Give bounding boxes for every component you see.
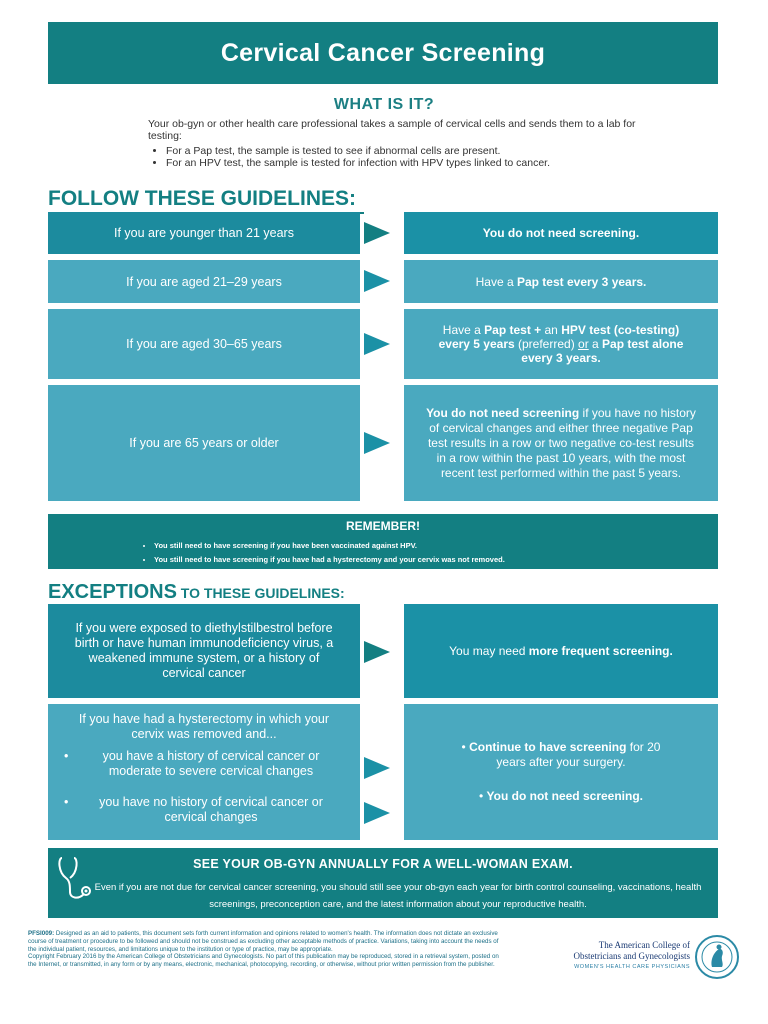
remember-bullets bbox=[48, 539, 718, 567]
exception-row-2-item: • you have no history of cervical cancer or cervical changes bbox=[64, 795, 323, 824]
exception-row-1-condition: If you were exposed to diethylstilbestrol before birth or have human immunodeficiency virus, a weakened immune system, or a history of cervical cancer bbox=[48, 604, 360, 698]
what-bullet: • For an HPV test, the sample is tested for infection with HPV types linked to cancer. bbox=[166, 157, 668, 169]
guideline-row-3-condition: If you are aged 30–65 years bbox=[48, 309, 360, 379]
exception-row-2-condition bbox=[48, 704, 360, 840]
arrow-right-icon bbox=[364, 222, 390, 244]
footer-disclaimer: PFSI009: Designed as an aid to patients, this document sets forth current information and opinions related to women's health. The information does not dictate an exclusive course of treatment or procedure to be followed and should not be construed as excluding other acceptable methods of practice. Variations, taking into account the needs of the individual patient, resources, and limitations unique to the institution or type of practice, may be appropriate. Copyright February 2016 by the American College of Obstetricians and Gynecologists. No part of this publication may be reproduced, stored in a retrieval system, posted on the Internet, or transmitted, in any form or by any means, electronic, mechanical, photocopying, recording, or otherwise, without prior written permission from the publisher. bbox=[28, 930, 508, 969]
guideline-row-4-condition: If you are 65 years or older bbox=[48, 385, 360, 501]
remember-bullet: • You still need to have screening if you have had a hysterectomy and your cervix was not removed. bbox=[154, 553, 718, 567]
guidelines-heading: FOLLOW THESE GUIDELINES: bbox=[48, 187, 356, 210]
guideline-row-1-condition: If you are younger than 21 years bbox=[48, 212, 360, 254]
remember-box bbox=[48, 514, 718, 569]
arrow-right-icon bbox=[364, 333, 390, 355]
arrow-right-icon bbox=[364, 641, 390, 663]
exception-row-2-rec-2: • You do not need screening. bbox=[478, 789, 643, 803]
arrow-right-icon bbox=[364, 432, 390, 454]
well-woman-body: Even if you are not due for cervical cancer screening, you should still see your ob-gyn each year for birth control counseling, vaccinations, health screenings, preconception care, and the latest information about your reproductive health. bbox=[94, 882, 702, 910]
arrow-right-icon bbox=[364, 802, 390, 824]
guideline-row-2-recommendation: Have a Pap test every 3 years. bbox=[404, 260, 718, 303]
guideline-row-2-condition: If you are aged 21–29 years bbox=[48, 260, 360, 303]
guideline-row-1-recommendation: You do not need screening. bbox=[404, 212, 718, 254]
exceptions-heading: EXCEPTIONS TO THESE GUIDELINES: bbox=[48, 581, 345, 603]
what-bullets bbox=[148, 145, 668, 169]
what-is-it-body bbox=[148, 118, 668, 169]
well-woman-box bbox=[48, 848, 718, 918]
guideline-row-3-recommendation: Have a Pap test + an HPV test (co-testing) every 5 years (preferred) or a Pap test alone every 3 years. bbox=[404, 309, 718, 379]
remember-bullet: • You still need to have screening if you have been vaccinated against HPV. bbox=[154, 539, 718, 553]
exception-row-1-recommendation: You may need more frequent screening. bbox=[404, 604, 718, 698]
acog-seal-icon bbox=[694, 934, 740, 980]
exception-row-2-item: • you have a history of cervical cancer or moderate to severe cervical changes bbox=[64, 749, 320, 778]
what-bullet: • For a Pap test, the sample is tested to see if abnormal cells are present. bbox=[166, 145, 668, 157]
remember-heading: REMEMBER! bbox=[346, 519, 420, 533]
footer-copyright: Copyright February 2016 by the American College of Obstetricians and Gynecologists. No part of this publication may be reproduced, stored in a retrieval system, posted on the Internet, or transmitted, in any form or by any means, electronic, mechanical, photocopying, recording, or otherwise, without prior written permission from the publisher. bbox=[28, 953, 499, 969]
acog-wordmark: The American College of Obstetricians and Gynecologists WOMEN'S HEALTH CARE PHYSICIANS bbox=[573, 940, 690, 970]
what-intro: Your ob-gyn or other health care professional takes a sample of cervical cells and sends them to a lab for testing: bbox=[148, 118, 636, 142]
page-title: Cervical Cancer Screening bbox=[220, 38, 546, 67]
exception-row-2-rec-1: • Continue to have screening for 20 years after your surgery. bbox=[461, 740, 661, 769]
exception-row-2-recommendation bbox=[404, 704, 718, 840]
what-is-it-heading: WHAT IS IT? bbox=[333, 96, 435, 113]
arrow-right-icon bbox=[364, 270, 390, 292]
exception-row-2-intro: If you have had a hysterectomy in which your cervix was removed and... bbox=[78, 712, 330, 741]
well-woman-heading: SEE YOUR OB-GYN ANNUALLY FOR A WELL-WOMAN EXAM. bbox=[193, 857, 573, 871]
guideline-row-4-recommendation: You do not need screening if you have no history of cervical changes and either three negative Pap test results in a row or two negative co-test results in a row within the past 10 years, with the most recent test performed within the past 5 years. bbox=[404, 385, 718, 501]
arrow-right-icon bbox=[364, 757, 390, 779]
title-banner bbox=[48, 22, 718, 84]
